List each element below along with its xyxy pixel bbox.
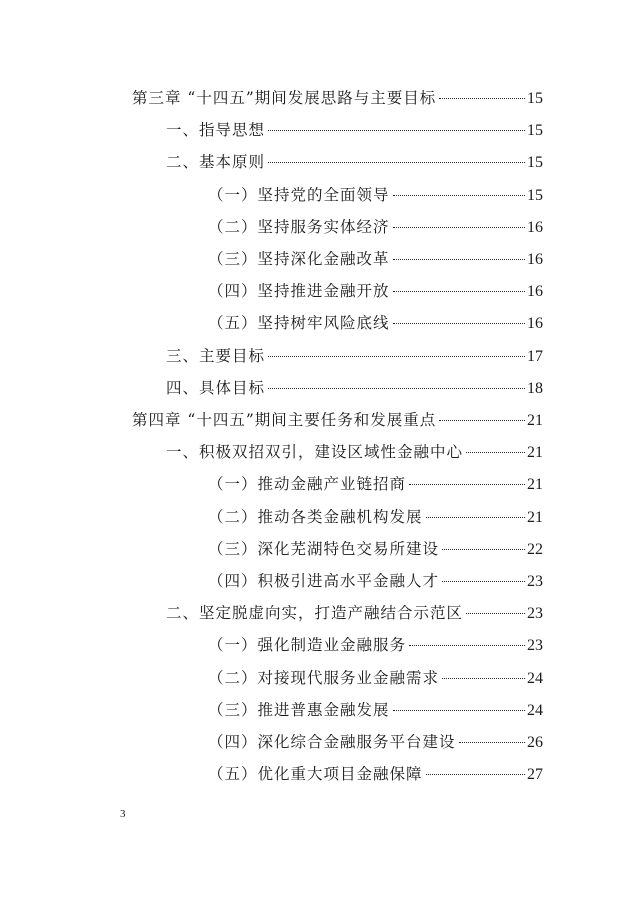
toc-entry[interactable] xyxy=(166,151,543,174)
toc-entry[interactable] xyxy=(208,699,543,722)
toc-entry[interactable] xyxy=(208,280,543,303)
toc-entry-page: 24 xyxy=(527,669,543,687)
toc-entry[interactable] xyxy=(166,602,543,625)
toc-entry-page: 16 xyxy=(527,251,543,268)
toc-entry[interactable] xyxy=(208,634,543,657)
toc-dot-leader xyxy=(393,323,525,324)
toc-entry[interactable] xyxy=(208,473,543,496)
toc-entry-title: （三）推进普惠金融发展 xyxy=(208,700,390,719)
toc-entry[interactable] xyxy=(208,312,543,335)
toc-entry-page: 27 xyxy=(527,766,543,784)
toc-entry[interactable] xyxy=(208,731,543,754)
toc-entry[interactable] xyxy=(208,763,543,786)
toc-entry-page: 23 xyxy=(527,637,543,655)
toc-entry[interactable] xyxy=(208,570,543,593)
toc-dot-leader xyxy=(393,259,525,260)
toc-entry-title: （五）优化重大项目金融保障 xyxy=(208,765,423,784)
toc-entry[interactable] xyxy=(208,248,543,271)
toc-entry-title: 第四章 “十四五”期间主要任务和发展重点 xyxy=(132,411,437,429)
toc-entry-page: 15 xyxy=(527,186,543,204)
toc-entry-page: 15 xyxy=(527,122,543,140)
toc-dot-leader xyxy=(268,162,525,163)
toc-entry-title: （四）积极引进高水平金融人才 xyxy=(208,572,440,590)
toc-entry[interactable] xyxy=(132,87,543,110)
toc-entry-title: （三）坚持深化金融改革 xyxy=(208,250,390,268)
toc-entry-page: 23 xyxy=(527,573,543,590)
toc-entry-page: 16 xyxy=(527,218,543,236)
toc-entry-page: 23 xyxy=(527,605,543,623)
toc-entry-title: （二）坚持服务实体经济 xyxy=(208,217,390,236)
toc-entry-page: 22 xyxy=(527,540,543,558)
toc-entry-title: （一）推动金融产业链招商 xyxy=(208,475,407,494)
toc-entry[interactable] xyxy=(208,667,543,690)
toc-dot-leader xyxy=(442,581,525,582)
toc-dot-leader xyxy=(459,742,525,743)
toc-entry[interactable] xyxy=(166,377,543,400)
toc-entry[interactable] xyxy=(208,506,543,529)
toc-entry-title: （三）深化芜湖特色交易所建设 xyxy=(208,539,440,558)
toc-entry-title: （二）对接现代服务业金融需求 xyxy=(208,668,440,687)
toc-dot-leader xyxy=(466,452,525,453)
toc-dot-leader xyxy=(393,227,525,228)
toc-entry-title: 二、坚定脱虚向实，打造产融结合示范区 xyxy=(166,604,464,623)
toc-entry-title: 二、基本原则 xyxy=(166,153,266,172)
toc-entry-page: 18 xyxy=(527,379,543,397)
toc-dot-leader xyxy=(268,388,525,389)
toc-dot-leader xyxy=(439,420,525,421)
toc-entry-page: 21 xyxy=(527,412,543,429)
toc-dot-leader xyxy=(426,774,525,775)
toc-entry[interactable] xyxy=(132,409,543,432)
toc-entry-page: 15 xyxy=(527,90,543,107)
toc-entry-page: 24 xyxy=(527,701,543,719)
toc-entry-page: 21 xyxy=(527,508,543,526)
toc-entry-title: （四）深化综合金融服务平台建设 xyxy=(208,733,456,751)
toc-entry-title: 三、主要目标 xyxy=(166,346,266,365)
toc-entry[interactable] xyxy=(166,119,543,142)
toc-entry-page: 21 xyxy=(527,476,543,494)
toc-entry-page: 15 xyxy=(527,154,543,172)
toc-dot-leader xyxy=(268,130,525,131)
toc-dot-leader xyxy=(466,613,525,614)
page-number: 3 xyxy=(120,808,126,820)
toc-dot-leader xyxy=(442,678,525,679)
toc-dot-leader xyxy=(409,645,525,646)
toc-dot-leader xyxy=(393,710,525,711)
toc-entry[interactable] xyxy=(208,216,543,239)
toc-entry-page: 21 xyxy=(527,444,543,462)
toc-entry-title: （五）坚持树牢风险底线 xyxy=(208,314,390,333)
toc-entry[interactable] xyxy=(166,441,543,464)
toc-dot-leader xyxy=(439,98,525,99)
toc-entry-title: 一、指导思想 xyxy=(166,121,266,140)
toc-entry-title: （一）坚持党的全面领导 xyxy=(208,185,390,204)
toc-dot-leader xyxy=(393,291,525,292)
toc-entry-title: （二）推动各类金融机构发展 xyxy=(208,507,423,526)
toc-dot-leader xyxy=(393,195,525,196)
toc-entry-page: 26 xyxy=(527,734,543,751)
toc-entry-title: 四、具体目标 xyxy=(166,378,266,397)
toc-entry-title: 一、积极双招双引，建设区域性金融中心 xyxy=(166,443,464,462)
toc-dot-leader xyxy=(268,356,525,357)
toc-entry-title: （四）坚持推进金融开放 xyxy=(208,282,390,301)
toc-entry-page: 16 xyxy=(527,283,543,301)
toc-dot-leader xyxy=(426,517,525,518)
toc-entry[interactable] xyxy=(166,345,543,368)
toc-entry-page: 17 xyxy=(527,347,543,365)
toc-entry-page: 16 xyxy=(527,315,543,333)
toc-dot-leader xyxy=(409,484,525,485)
toc-entry[interactable] xyxy=(208,538,543,561)
toc-entry[interactable] xyxy=(208,184,543,207)
toc-entry-title: 第三章 “十四五”期间发展思路与主要目标 xyxy=(132,89,437,107)
toc-dot-leader xyxy=(442,549,525,550)
toc-entry-title: （一）强化制造业金融服务 xyxy=(208,636,407,655)
